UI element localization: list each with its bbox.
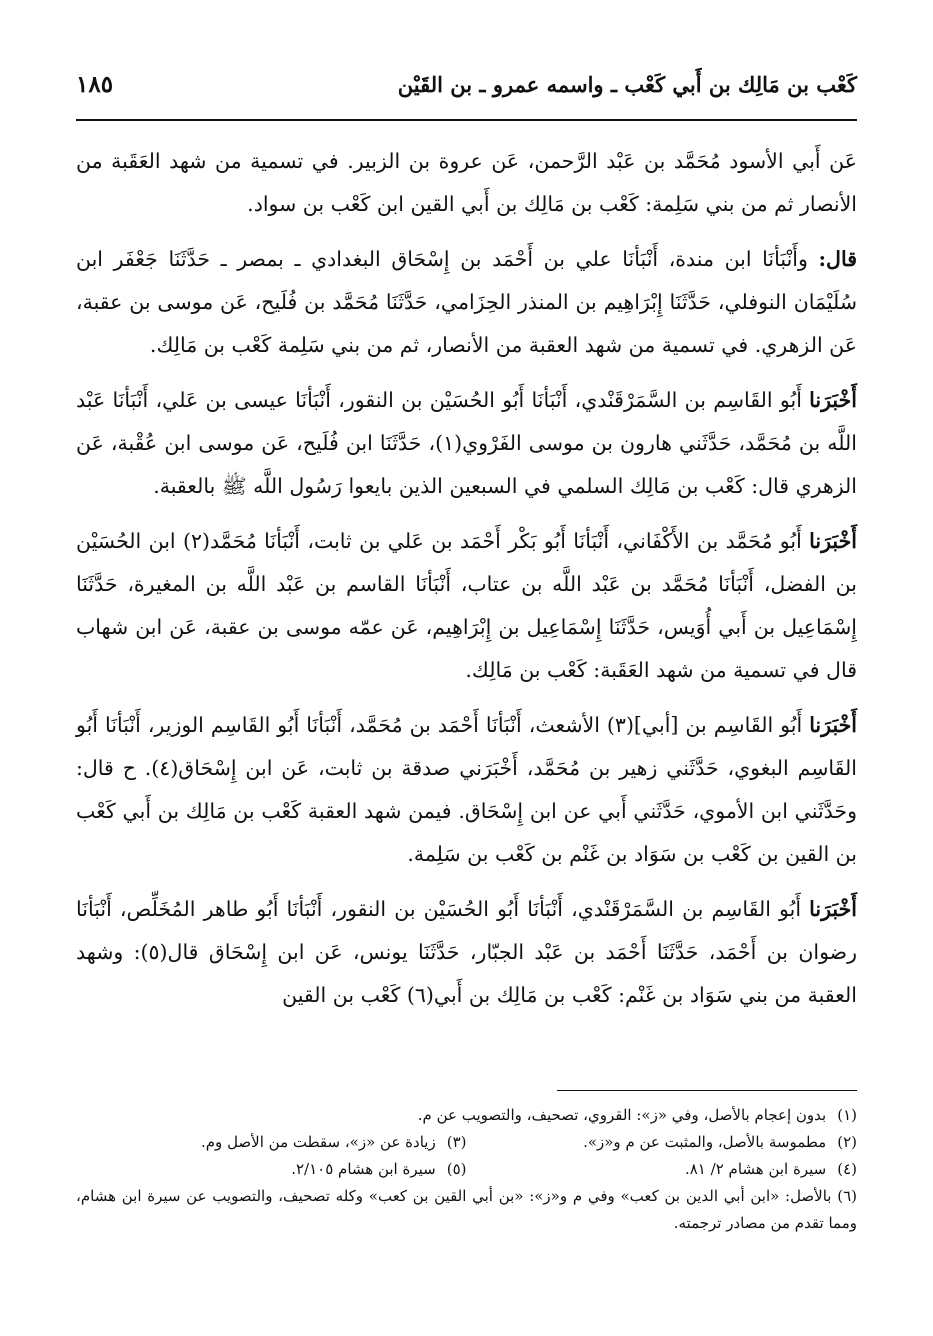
- paragraph-text: أَبُو مُحَمَّد بن الأَكْفَاني، أَنْبَأنَا أَبُو بَكْر أَحْمَد بن عَلي بن ثابت، أَنْبَأنَا مُحَمَّد(٢) ابن الحُسَيْن بن الفضل، أَنْبَأنَا مُحَمَّد بن عَبْد اللَّه بن عتاب، أَنْبَأنَا القاسم بن عَبْد اللَّه بن المغيرة، حَدَّثَنَا إِسْمَاعِيل بن أَبي أُوَيس، حَدَّثَنَا إِسْمَاعِيل بن إِبْرَاهِيم، عَن عمّه موسى بن عقبة، عَن ابن شهاب قال في تسمية من شهد العَقَبة: كَعْب بن مَالِك.: [76, 529, 857, 682]
- paragraph-text: أَبُو القَاسِم بن [أبي](٣) الأشعث، أَنْبَأنَا أَحْمَد بن مُحَمَّد، أَنْبَأنَا أَبُو القَاسِم الوزير، أَنْبَأنَا أَبُو القَاسِم البغوي، حَدَّثَني زهير بن مُحَمَّد، أَخْبَرَني صدقة بن ثابت، عَن ابن إِسْحَاق(٤). ح قال: وحَدَّثَني ابن الأموي، حَدَّثَني أَبي عن ابن إِسْحَاق. فيمن شهد العقبة كَعْب بن مَالِك بن أَبي كَعْب بن القين بن كَعْب بن سَوَاد بن غَنْم بن كَعْب بن سَلِمة.: [76, 713, 857, 866]
- footnote-5: [76, 1156, 467, 1183]
- footnote-rule: [557, 1090, 857, 1091]
- running-header: [76, 62, 857, 106]
- paragraph-lead: أَخْبَرَنا: [809, 713, 858, 737]
- footnote-text: بدون إعجام بالأصل، وفي «ز»: القروي، تصحيف، والتصويب عن م.: [417, 1106, 827, 1124]
- footnote-number: (٦): [837, 1187, 857, 1205]
- footnote-text: بالأصل: «ابن أبي الدين بن كعب» وفي م و«ز»: «بن أبي القين بن كعب» وكله تصحيف، والتصويب عن سيرة ابن هشام، ومما تقدم من مصادر ترجمته.: [76, 1187, 857, 1232]
- paragraph-text: أَبُو القَاسِم بن السَّمَرْقَنْدي، أَنْبَأنَا أَبُو الحُسَيْن بن النقور، أَنْبَأنَا أَبُو طاهر المُخَلِّص، أَنْبَأنَا رضوان بن أَحْمَد، حَدَّثَنَا أَحْمَد بن عَبْد الجبّار، حَدَّثَنَا يونس، عَن ابن إِسْحَاق قال(٥): وشهد العقبة من بني سَوَاد بن غَنْم: كَعْب بن مَالِك بن أَبي(٦) كَعْب بن القين: [76, 897, 857, 1007]
- paragraph: [76, 520, 857, 692]
- paragraph-text: عَن أَبي الأسود مُحَمَّد بن عَبْد الرَّحمن، عَن عروة بن الزبير. في تسمية من شهد العَقَبة من الأنصار ثم من بني سَلِمة: كَعْب بن مَالِك بن أَبي القين ابن كَعْب بن سواد.: [76, 149, 857, 216]
- paragraph-text: أَبُو القَاسِم بن السَّمَرْقَنْدي، أَنْبَأنَا أَبُو الحُسَيْن بن النقور، أَنْبَأنَا عيسى بن عَلي، أَنْبَأنَا عَبْد اللَّه بن مُحَمَّد، حَدَّثَني هارون بن موسى الفَرْوي(١)، حَدَّثَنَا ابن فُلَيح، عَن موسى ابن عُقْبة، عَن الزهري قال: كَعْب بن مَالِك السلمي في السبعين الذين بايعوا رَسُول اللَّه ﷺ بالعقبة.: [76, 388, 857, 498]
- footnote-number: (١): [837, 1106, 857, 1124]
- footnote-text: مطموسة بالأصل، والمثبت عن م و«ز».: [583, 1133, 827, 1151]
- paragraph: [76, 379, 857, 508]
- footnote-6: [76, 1183, 857, 1237]
- paragraph-lead: أَخْبَرَنا: [809, 529, 857, 553]
- running-title: كَعْب بن مَالِك بن أَبي كَعْب ـ واسمه عمرو ـ بن القَيْن: [397, 71, 857, 97]
- footnote-number: (٢): [837, 1133, 857, 1151]
- paragraph: [76, 238, 857, 367]
- footnote-3: [76, 1129, 467, 1156]
- footnote-text: سيرة ابن هشام ٢/١٠٥.: [291, 1160, 436, 1178]
- paragraph-text: وأَنْبَأنَا ابن مندة، أَنْبَأنَا علي بن أَحْمَد بن إِسْحَاق البغدادي ـ بمصر ـ حَدَّثَنَا جَعْفَر ابن سُلَيْمَان النوفلي، حَدَّثَنَا إِبْرَاهِيم بن المنذر الحِزَامي، حَدَّثَنَا مُحَمَّد بن فُلَيح، عَن موسى بن عقبة، عَن الزهري. في تسمية من شهد العقبة من الأنصار، ثم من بني سَلِمة كَعْب بن مَالِك.: [76, 247, 857, 357]
- paragraph: [76, 888, 857, 1017]
- footnotes: [76, 1102, 857, 1237]
- footnote-text: زيادة عن «ز»، سقطت من الأصل وم.: [201, 1133, 436, 1151]
- footnote-number: (٥): [446, 1160, 467, 1178]
- footnote-1: [76, 1102, 857, 1129]
- footnote-number: (٤): [837, 1160, 857, 1178]
- footnote-2: [467, 1129, 858, 1156]
- paragraph: [76, 704, 857, 876]
- footnote-number: (٣): [446, 1133, 467, 1151]
- footnote-row: [76, 1156, 857, 1183]
- footnote-4: [467, 1156, 858, 1183]
- paragraph-lead: أَخْبَرَنا: [809, 388, 857, 412]
- footnote-row: [76, 1129, 857, 1156]
- header-rule: [76, 119, 857, 121]
- paragraph-lead: قال:: [818, 247, 857, 271]
- footnote-row: [76, 1102, 857, 1129]
- footnote-text: سيرة ابن هشام ٢/ ٨١.: [684, 1160, 827, 1178]
- paragraph-lead: أَخْبَرَنا: [809, 897, 857, 921]
- paragraph: [76, 140, 857, 226]
- main-text: [76, 140, 857, 1029]
- page-number: ١٨٥: [76, 70, 114, 98]
